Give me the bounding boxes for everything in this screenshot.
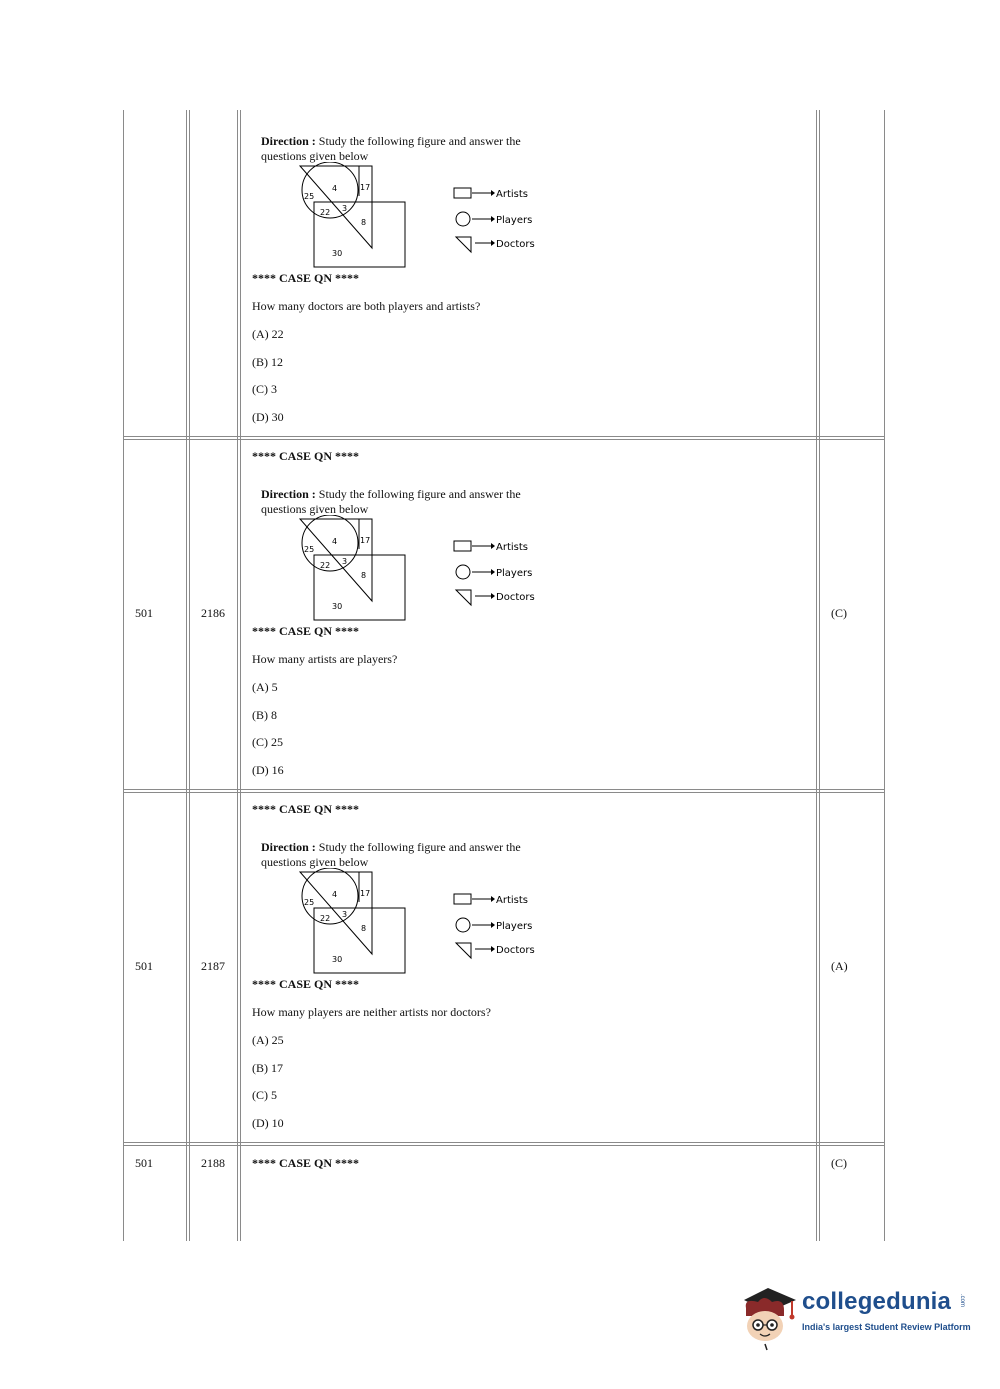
region-label: 30 (332, 249, 343, 258)
question-id: 2187 (201, 959, 225, 973)
question-text: How many artists are players? (252, 652, 398, 666)
venn-figure (296, 868, 546, 978)
doctors-triangle (300, 519, 372, 601)
region-label: 25 (304, 545, 315, 554)
triangle-icon (456, 590, 471, 605)
answer-key: (A) (831, 959, 848, 973)
question-id: 2188 (201, 1156, 225, 1170)
region-label: 3 (342, 910, 348, 919)
region-label: 3 (342, 204, 348, 213)
case-marker: **** CASE QN **** (252, 271, 360, 285)
venn-figure (296, 162, 546, 272)
region-label: 30 (332, 955, 343, 964)
rectangle-icon (454, 188, 471, 198)
option: (C) 3 (252, 382, 277, 396)
option: (C) 5 (252, 1088, 277, 1102)
option: (D) 30 (252, 410, 284, 424)
case-marker: **** CASE QN **** (252, 624, 360, 638)
collegedunia-logo[interactable] (738, 1282, 978, 1352)
legend-label: Doctors (496, 239, 535, 250)
option: (A) 25 (252, 1033, 284, 1047)
region-label: 25 (304, 192, 315, 201)
logo-tagline: India's largest Student Review Platform (802, 1322, 971, 1332)
direction-text: Direction : Study the following figure and answer the questions given below (261, 134, 521, 163)
subject-code: 501 (135, 606, 153, 620)
direction-text: Direction : Study the following figure and answer the questions given below (261, 487, 521, 516)
region-label: 4 (332, 184, 338, 193)
region-label: 17 (360, 536, 371, 545)
legend-label: Doctors (496, 945, 535, 956)
legend-label: Artists (496, 189, 528, 200)
answer-key: (C) (831, 1156, 847, 1170)
logo-title: collegedunia (802, 1288, 952, 1315)
option: (B) 8 (252, 708, 277, 722)
direction-text: Direction : Study the following figure and answer the questions given below (261, 840, 521, 869)
legend-label: Players (496, 215, 533, 226)
case-marker: **** CASE QN **** (252, 977, 360, 991)
option: (D) 10 (252, 1116, 284, 1130)
option: (D) 16 (252, 763, 284, 777)
region-label: 8 (361, 924, 367, 933)
region-label: 4 (332, 537, 338, 546)
subject-code: 501 (135, 1156, 153, 1170)
region-label: 30 (332, 602, 343, 611)
question-id: 2186 (201, 606, 225, 620)
legend-label: Players (496, 921, 533, 932)
region-label: 25 (304, 898, 315, 907)
legend-label: Doctors (496, 592, 535, 603)
region-label: 8 (361, 218, 367, 227)
option: (A) 5 (252, 680, 278, 694)
region-label: 4 (332, 890, 338, 899)
question-text: How many players are neither artists nor doctors? (252, 1005, 491, 1019)
option: (B) 17 (252, 1061, 283, 1075)
doctors-triangle (300, 166, 372, 248)
legend-label: Artists (496, 895, 528, 906)
rectangle-icon (454, 894, 471, 904)
region-label: 8 (361, 571, 367, 580)
case-header: **** CASE QN **** (252, 802, 360, 816)
region-label: 22 (320, 914, 331, 923)
case-header: **** CASE QN **** (252, 449, 360, 463)
region-label: 3 (342, 557, 348, 566)
circle-icon (456, 918, 470, 932)
venn-figure (296, 515, 546, 625)
mascot-icon (738, 1282, 800, 1352)
option: (A) 22 (252, 327, 284, 341)
region-label: 17 (360, 889, 371, 898)
legend-label: Artists (496, 542, 528, 553)
option: (B) 12 (252, 355, 283, 369)
logo-com: .com (959, 1294, 965, 1308)
circle-icon (456, 212, 470, 226)
question-text: How many doctors are both players and artists? (252, 299, 481, 313)
region-label: 17 (360, 183, 371, 192)
region-label: 22 (320, 208, 331, 217)
doctors-triangle (300, 872, 372, 954)
region-label: 22 (320, 561, 331, 570)
rectangle-icon (454, 541, 471, 551)
circle-icon (456, 565, 470, 579)
option: (C) 25 (252, 735, 283, 749)
subject-code: 501 (135, 959, 153, 973)
answer-key: (C) (831, 606, 847, 620)
case-header: **** CASE QN **** (252, 1156, 360, 1170)
legend-label: Players (496, 568, 533, 579)
triangle-icon (456, 943, 471, 958)
triangle-icon (456, 237, 471, 252)
